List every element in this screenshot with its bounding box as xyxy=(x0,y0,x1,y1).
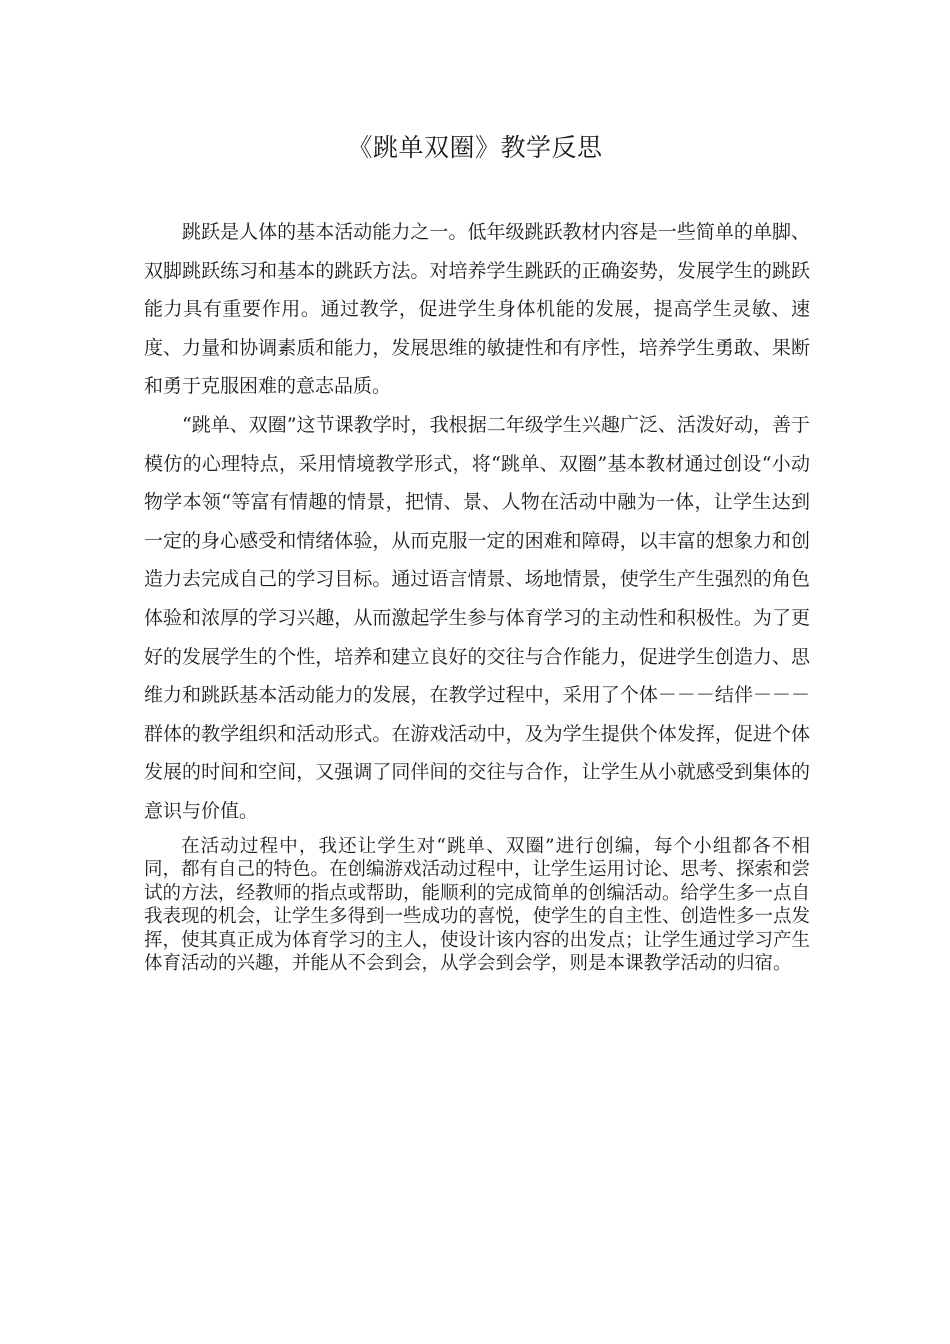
document-title: 《跳单双圈》教学反思 xyxy=(347,133,603,162)
paragraph-1: 跳跃是人体的基本活动能力之一。低年级跳跃教材内容是一些简单的单脚、双脚跳跃练习和基本的跳跃方法。对培养学生跳跃的正确姿势，发展学生的跳跃能力具有重要作用。通过教学，促进学生身体机能的发展，提高学生灵敏、速度、力量和协调素质和能力，发展思维的敏捷性和有序性，培养学生勇敢、果断和勇于克服困难的意志品质。 xyxy=(144,221,810,398)
paragraph-2: “跳单、双圈”这节课教学时，我根据二年级学生兴趣广泛、活泼好动，善于模仿的心理特点，采用情境教学形式，将“跳单、双圈”基本教材通过创设“小动物学本领“等富有情趣的情景，把情、景、人物在活动中融为一体，让学生达到一定的身心感受和情绪体验，从而克服一定的困难和障碍，以丰富的想象力和创造力去完成自己的学习目标。通过语言情景、场地情景，使学生产生强烈的角色体验和浓厚的学习兴趣，从而激起学生参与体育学习的主动性和积极性。为了更好的发展学生的个性，培养和建立良好的交往与合作能力，促进学生创造力、思维力和跳跃基本活动能力的发展，在教学过程中，采用了个体－－－结伴－－－群体的教学组织和活动形式。在游戏活动中，及为学生提供个体发挥，促进个体发展的时间和空间，又强调了同伴间的交往与合作，让学生从小就感受到集体的意识与价值。 xyxy=(144,413,810,822)
paragraph-3: 在活动过程中，我还让学生对“跳单、双圈”进行创编，每个小组都各不相同，都有自己的特色。在创编游戏活动过程中，让学生运用讨论、思考、探索和尝试的方法，经教师的指点或帮助，能顺利的完成简单的创编活动。给学生多一点自我表现的机会，让学生多得到一些成功的喜悦，使学生的自主性、创造性多一点发挥，使其真正成为体育学习的主人，使设计该内容的出发点；让学生通过学习产生体育活动的兴趣，并能从不会到会，从学会到会学，则是本课教学活动的归宿。 xyxy=(144,835,811,974)
document-body xyxy=(144,213,810,976)
